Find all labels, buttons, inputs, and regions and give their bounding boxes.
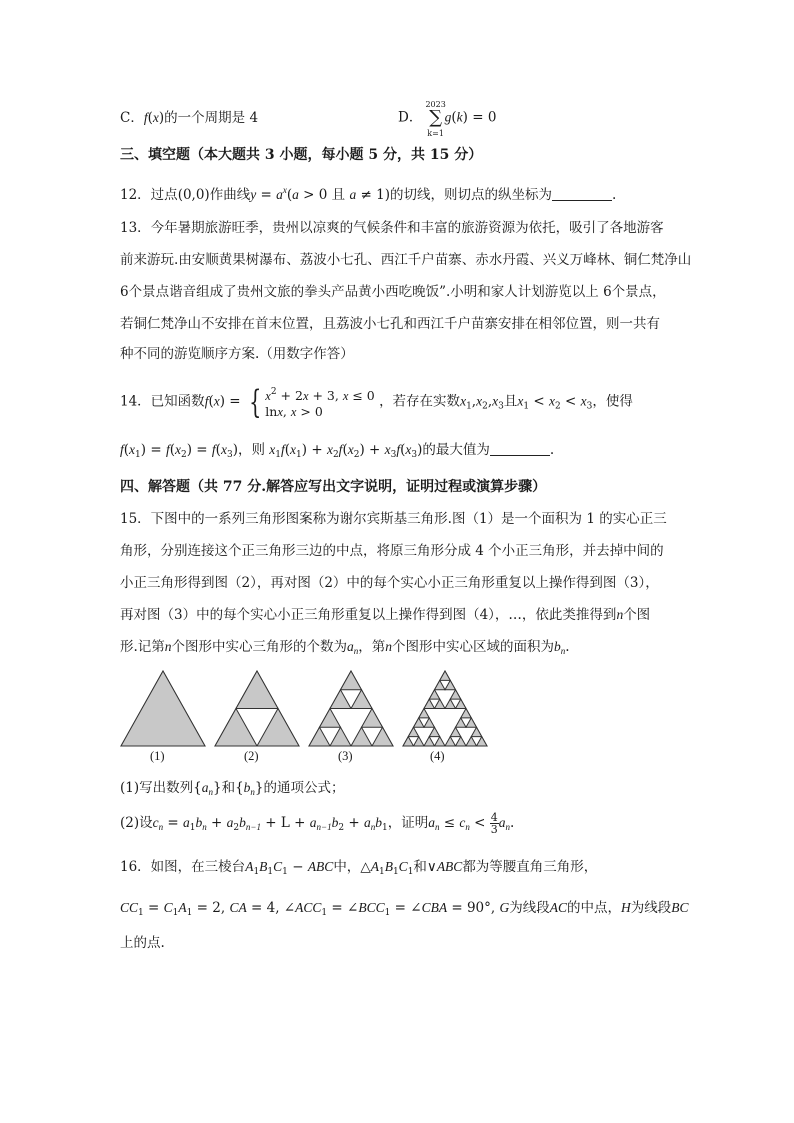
question-15-part-1: (1)写出数列$\{a_n\}$和$\{b_n\}$的通项公式； (120, 780, 345, 797)
figure-label-4: (4) (430, 749, 445, 763)
question-15-line-5: 形.记第n个图形中实心三角形的个数为$a_n$，第n个图形中实心区域的面积为$b_n$. (120, 639, 570, 656)
question-16-line-2: $CC_1 = C_1A_1 = 2$, CA = 4, $\angle ACC_1$ = $\angle BCC_1$ = ∠CBA = 90°, G为线段AC的中点，H为线段BC (120, 900, 689, 918)
figure-label-3: (3) (338, 749, 353, 763)
question-15-line-3: 小正三角形得到图（2），再对图（2）中的每个实心小正三角形重复以上操作得到图（3）， (120, 575, 659, 591)
question-14-line-2: $f(x_1) = f(x_2) = f(x_3)$，则 $x_1f(x_1) + x_2f(x_2) + x_3f(x_3)$的最大值为 . (120, 442, 555, 460)
section4-heading: 四、解答题（共 77 分.解答应写出文字说明，证明过程或演算步骤） (120, 479, 547, 495)
answer-blank[interactable] (552, 188, 612, 201)
question-15-line-4: 再对图（3）中的每个实心小正三角形重复以上操作得到图（4），…，依此类推得到n个图 (120, 607, 651, 623)
figure-label-2: (2) (244, 749, 259, 763)
option-c: C．f(x)的一个周期是 4 (120, 110, 259, 126)
answer-blank[interactable] (490, 443, 550, 456)
solid-triangle (121, 671, 205, 746)
option-c-label: C． (120, 110, 144, 126)
figure-label-1: (1) (150, 749, 165, 763)
math-f-x: f (143, 110, 148, 125)
question-12: 12．过点(0,0)作曲线$y = a^x(a > 0$ 且 a ≠ 1)的切线，则切点的纵坐标为 . (120, 185, 617, 203)
question-13-line-3: 6个景点谐音组成了贵州文旅的拳头产品黄小西吃晚饭”.小明和家人计划游览以上 6个景点， (120, 284, 666, 300)
sierpinski-figure-3 (309, 671, 393, 746)
option-c-text: 的一个周期是 4 (164, 110, 259, 126)
question-16-line-3: 上的点. (120, 935, 165, 951)
option-d: D． 2023 ∑ k=1 g(k) = 0 (398, 100, 497, 138)
sierpinski-figure-2 (215, 671, 299, 746)
sum-symbol: 2023 ∑ k=1 (425, 100, 446, 138)
piecewise-brace: { $x^2 + 2x + 3$, x ≤ 0 lnx, x > 0 (248, 383, 375, 421)
sierpinski-figure-4 (403, 671, 487, 746)
question-13-line-1: 13．今年暑期旅游旺季，贵州以凉爽的气候条件和丰富的旅游资源为依托，吸引了各地游客 (120, 220, 664, 236)
solid-triangle (440, 671, 451, 680)
section3-heading: 三、填空题（本大题共 3 小题，每小题 5 分，共 15 分） (120, 147, 483, 163)
solid-triangle (341, 671, 362, 690)
option-d-label: D． (398, 109, 423, 126)
question-15-line-2: 角形，分别连接这个正三角形三边的中点，将原三角形分成 4 个小正三角形，并去掉中间的 (120, 543, 664, 559)
question-15-part-2: (2)设$c_n = a_1b_n + a_2b_{n-1} + L + a_{n-1}b_2 + a_nb_1$，证明$a_n \le c_n$ < $\frac{4}{3}$ $a_n$. (120, 811, 515, 836)
question-14-line-1: 14．已知函数f(x) = { $x^2 + 2x + 3$, x ≤ 0 lnx, x > 0 ，若存在实数$x_1,x_2,x_3$且$x_1 < x_2 < x_3$，使得 (120, 383, 633, 421)
question-13-line-5: 种不同的游览顺序方案.（用数字作答） (120, 346, 354, 362)
question-13-line-4: 若铜仁梵净山不安排在首末位置，且荔波小七孔和西江千户苗寨安排在相邻位置，则一共有 (120, 316, 660, 332)
question-16-line-1: 16．如图，在三棱台$A_1B_1C_1$ − ABC中，$\triangle A_1B_1C_1$和∨ABC都为等腰直角三角形， (120, 859, 598, 877)
sierpinski-figure-1 (121, 671, 205, 746)
question-15-line-1: 15．下图中的一系列三角形图案称为谢尔宾斯基三角形.图（1）是一个面积为 1 的实心正三 (120, 511, 667, 527)
fraction-4-3: $\frac{4}{3}$ (490, 811, 498, 836)
solid-triangle (236, 671, 278, 709)
question-13-line-2: 前来游玩.由安顺黄果树瀑布、荔波小七孔、西江千户苗寨、赤水丹霞、兴义万峰林、铜仁梵净山 (120, 252, 692, 268)
